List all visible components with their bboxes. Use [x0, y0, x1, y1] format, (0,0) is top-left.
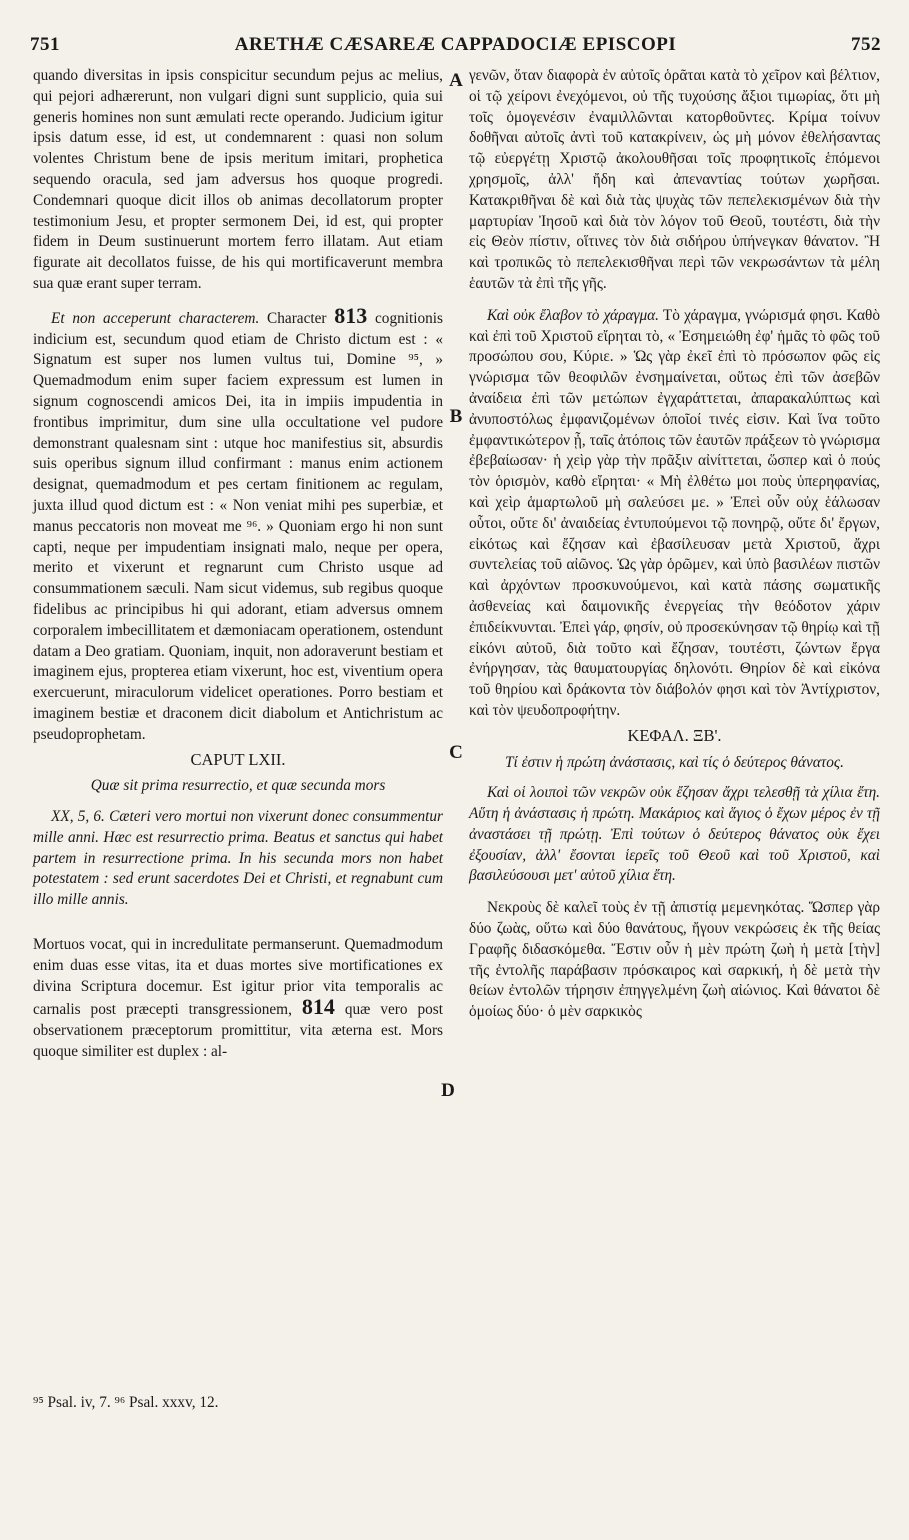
latin-lemma: Et non acceperunt characterem.: [51, 309, 260, 327]
latin-paragraph-2: Et non acceperunt characterem. Character 813 cognitionis indicium est, secundum quod etiam de Christo dictum est : « Signatum est super nos lumen vultus tui, Domine ⁹⁵, » Quemadmodum enim super faciem expressum est lumen in signum cognoscendi amicos Dei, ita in impiis impudentia in frontibus imprimitur, dum sine ulla occultatione vel pudore demonstrant qualesnam sint : utque hoc manifestius sit, absurdis suis operibus signum illud confirmant : manus enim actionem designat, quemadmodum et pes certam finitionem ac regulam, juxta illud quod dictum est : « Non veniat mihi pes superbiæ, et manus peccatoris non moveat me ⁹⁶. » Quoniam ergo hi non sunt capti, neque per impudentiam insignati malo, neque per opera, merito et vixerunt et regnarunt cum Christo usque ad consummationem sæculi. Nam sicut videmus, sub regibus quoque fidelibus ac principibus hi qui adorant, etiam adversus omnem corporalem imbecillitatem et dæmoniacam operationem, ostendunt datam a Deo gratiam. Quoniam, inquit, non adoraverunt bestiam et imaginem ejus, propterea etiam vixerunt, hoc est, viventium opera exercuerunt, miraculorum videlicet operationes. Porro bestiam et imaginem bestiæ et draconem dicit diabolum et Antichristum ac pseudoprophetam.: [33, 302, 443, 743]
section-marker-b: B: [449, 406, 463, 427]
latin-scripture-quote: XX, 5, 6. Cæteri vero mortui non vixerunt donec consummentur mille anni. Hæc est resurrectio prima. Beatus et sanctus qui habet partem in resurrectione prima. In his secunda mors non habet potestatem : sed erunt sacerdotes Dei et Christi, et regnabunt cum illo mille annis.: [33, 808, 443, 909]
greek-paragraph-3: Νεκροὺς δὲ καλεῖ τοὺς ἐν τῇ ἀπιστίᾳ μεμενηκότας. Ὥσπερ γὰρ δύο ζωὰς, οὕτω καὶ δύο θανάτους, ἤγουν νεκρώσεις ἐκ τῆς θείας Γραφῆς διδασκόμεθα. Ἔστιν οὖν ἡ μὲν πρώτη ζωὴ ἡ μετὰ [τὴν] τῆς ἐντολῆς παράβασιν πρόσκαιρος καὶ σαρκική, ἡ δὲ μετὰ τὴν θείων ἐντολῶν τήρησιν ἐπηγγελμένη ζωὴ αἰώνιος. Καὶ θάνατοι δὲ ὁμοίως δύο· ὁ μὲν σαρκικὸς: [469, 899, 880, 1021]
greek-lemma: Καὶ οὐκ ἔλαβον τὸ χάραγμα.: [487, 306, 660, 324]
page-number-right: 752: [851, 34, 881, 55]
column-number-814: 814: [301, 994, 335, 1020]
column-number-813: 813: [334, 302, 368, 328]
section-marker-c: C: [449, 742, 463, 763]
section-marker-d: D: [441, 1080, 455, 1101]
greek-scripture-quote: Καὶ οἱ λοιποὶ τῶν νεκρῶν οὐκ ἔζησαν ἄχρι τελεσθῇ τὰ χίλια ἔτη. Αὕτη ἡ ἀνάστασις ἡ πρώτη. Μακάριος καὶ ἅγιος ὁ ἔχων μέρος ἐν τῇ ἀναστάσει τῇ πρώτῃ. Ἐπὶ τούτων ὁ δεύτερος θάνατος οὐκ ἔχει ἐξουσίαν, ἀλλ' ἔσονται ἱερεῖς τοῦ Θεοῦ καὶ τοῦ Χριστοῦ, καὶ βασιλεύσουσι μετ' αὐτοῦ χίλια ἔτη.: [469, 784, 880, 885]
page-number-left: 751: [30, 34, 60, 55]
caput-heading-greek: ΚΕΦΑΛ. ΞΒ'.: [627, 725, 722, 745]
latin-paragraph-3: Mortuos vocat, qui in incredulitate permanserunt. Quemadmodum enim duas esse vitas, ita et duas mortes sive mortificationes ex divina Scriptura docemur. Est igitur prior vita temporalis ac carnalis post præcepti transgressionem, 814 quæ vero post observationem præceptorum promittitur, vita æterna est. Mors quoque similiter est duplex : al-: [33, 936, 444, 1061]
caput-heading-latin: CAPUT LXII.: [190, 749, 286, 769]
latin-paragraph-1: quando diversitas in ipsis conspicitur secundum pejus ac melius, qui pejori adhærerunt, non vulgari digni sunt supplicio, quia sui generis homines non sunt æmulati recte operando. Judicium igitur ipsis datum esse, id est, ut condemnarent : quasi non solum volentes Christum bene de ipsis meritum imitari, prophetica sequendo oracula, sed jam adversus hos quoque progredi. Condemnari quoque dicit illos ob animas decollatorum propter testimonium Jesu, et propter sermonem Dei, id est, qui propter fidem in Deum sustinuerunt mortem ferro illatam. Aut etiam figurate ait decollatos fuisse, de his qui mortificaverunt membra sua quæ erant super terram.: [33, 67, 443, 292]
greek-paragraph-1: γενῶν, ὅταν διαφορὰ ἐν αὐτοῖς ὁρᾶται κατὰ τὸ χεῖρον καὶ βέλτιον, οἱ τῷ χείρονι ἐνεχόμενοι, οὐ τῆς τυχούσης ἄξιοι τιμωρίας, ὅτι μὴ τοῖς ὁμογενέσιν ἐναμιλλῶνται κατορθοῦντες. Κρίμα τοίνυν δοθῆναι αὐτοῖς ἀντὶ τοῦ κατακρίνειν, ὡς μὴ μόνον ἐθελήσαντας τῷ εὐεργέτῃ Χριστῷ ἀκολουθῆσαι τοῖς προφητικοῖς ἑπόμενοι χρησμοῖς, ἀλλ' ἤδη καὶ ἀπεναντίας τούτων χωρῆσαι. Κατακριθῆναι δὲ καὶ διὰ τὰς ψυχὰς τῶν πεπελεκισμένων διὰ τὴν μαρτυρίαν Ἰησοῦ καὶ διὰ τὸν λόγον τοῦ Θεοῦ, τουτέστι, διὰ τὴν εἰς Θεὸν πίστιν, οἵτινες τὸν διὰ σιδήρου ὑπήνεγκαν θάνατον. Ἢ καὶ τροπικῶς τὸ πεπελεκισθῆναι περὶ τῶν νεκρωσάντων τὰ μέλη ἑαυτῶν τὰ ἐπὶ τῆς γῆς.: [469, 67, 880, 292]
footnotes: ⁹⁵ Psal. iv, 7. ⁹⁶ Psal. xxxv, 12.: [33, 1394, 219, 1411]
caput-subtitle-latin: Quæ sit prima resurrectio, et quæ secunda mors: [90, 777, 386, 795]
latin-column: [33, 66, 443, 1063]
section-marker-a: A: [449, 70, 463, 91]
running-header: [30, 34, 881, 64]
greek-column: [469, 66, 880, 1023]
running-title: ARETHÆ CÆSAREÆ CAPPADOCIÆ EPISCOPI: [234, 34, 677, 55]
greek-paragraph-2: Καὶ οὐκ ἔλαβον τὸ χάραγμα. Τὸ χάραγμα, γνώρισμά φησι. Καθὸ καὶ ἐπὶ τοῦ Χριστοῦ εἴρηται τὸ, « Ἐσημειώθη ἐφ' ἡμᾶς τὸ φῶς τοῦ προσώπου σου, Κύριε. » Ὡς γὰρ ἐκεῖ ἐπὶ τὸ πρόσωπον φῶς εἰς γνώρισμα τῶν θεοφιλῶν ἐνσημαίνεται, οὕτως ἐπὶ τῶν ἀσεβῶν ἀναίδεια ἐπὶ τῶν μετώπων ἐγχαράττεται, ἀπαρακαλύπτως καὶ ἀνυποστόλως ἐμφανιζομένων ὁποῖοί τινές εἰσιν. Καὶ ἵνα τοῦτο ἐμφαντικώτερον ᾖ, ταῖς ἀτόποις τῶν ἑαυτῶν πράξεων τὸ γνώρισμα ἐβεβαίωσαν· ἡ χεὶρ γὰρ τὴν πρᾶξιν αἰνίττεται, ὥσπερ καὶ ὁ πούς τὸν ὁρισμὸν, καθὸ εἴρηται· « Μὴ ἐλθέτω μοι ποὺς ὑπερηφανίας, καὶ χεὶρ ἁμαρτωλοῦ μὴ σαλεύσει με. » Ἐπεὶ οὖν οὐχ ἑάλωσαν οὗτοι, οὔτε δι' ἀναιδείας ἐντυπούμενοι τῷ πονηρῷ, οὔτε δι' ἔργων, εἰκότως καὶ ἔζησαν καὶ ἐβασίλευσαν μετὰ Χριστοῦ, ἄχρι συντελείας τοῦ αἰῶνος. Ὡς γὰρ ὁρῶμεν, καὶ ὑπὸ βασιλέων πιστῶν καὶ ἀρχόντων προσκυνούμενοι, καὶ κατὰ πάσης σωματικῆς ἀσθενείας καὶ δαιμονικῆς ἐνεργείας τὴν θεόδοτον χάριν ἐπιδείκνυνται. Ἐπεὶ γάρ, φησίν, οὐ προσεκύνησαν τῷ θηρίῳ καὶ τῇ εἰκόνι αὐτοῦ, διὰ τοῦτο καὶ ἔζησαν, τουτέστι, ζώντων ἔργα ἐνήργησαν, τὰς θαυματουργίας δηλονότι. Θηρίον δὲ καὶ εἰκόνα τοῦ θηρίου καὶ δράκοντα τὸν διάβολόν φησι καὶ τὸν Ἀντίχριστον, καὶ τὸν ψευδοπροφήτην.: [469, 306, 880, 719]
caput-subtitle-greek: Τί ἐστιν ἡ πρώτη ἀνάστασις, καὶ τίς ὁ δεύτερος θάνατος.: [505, 753, 844, 771]
